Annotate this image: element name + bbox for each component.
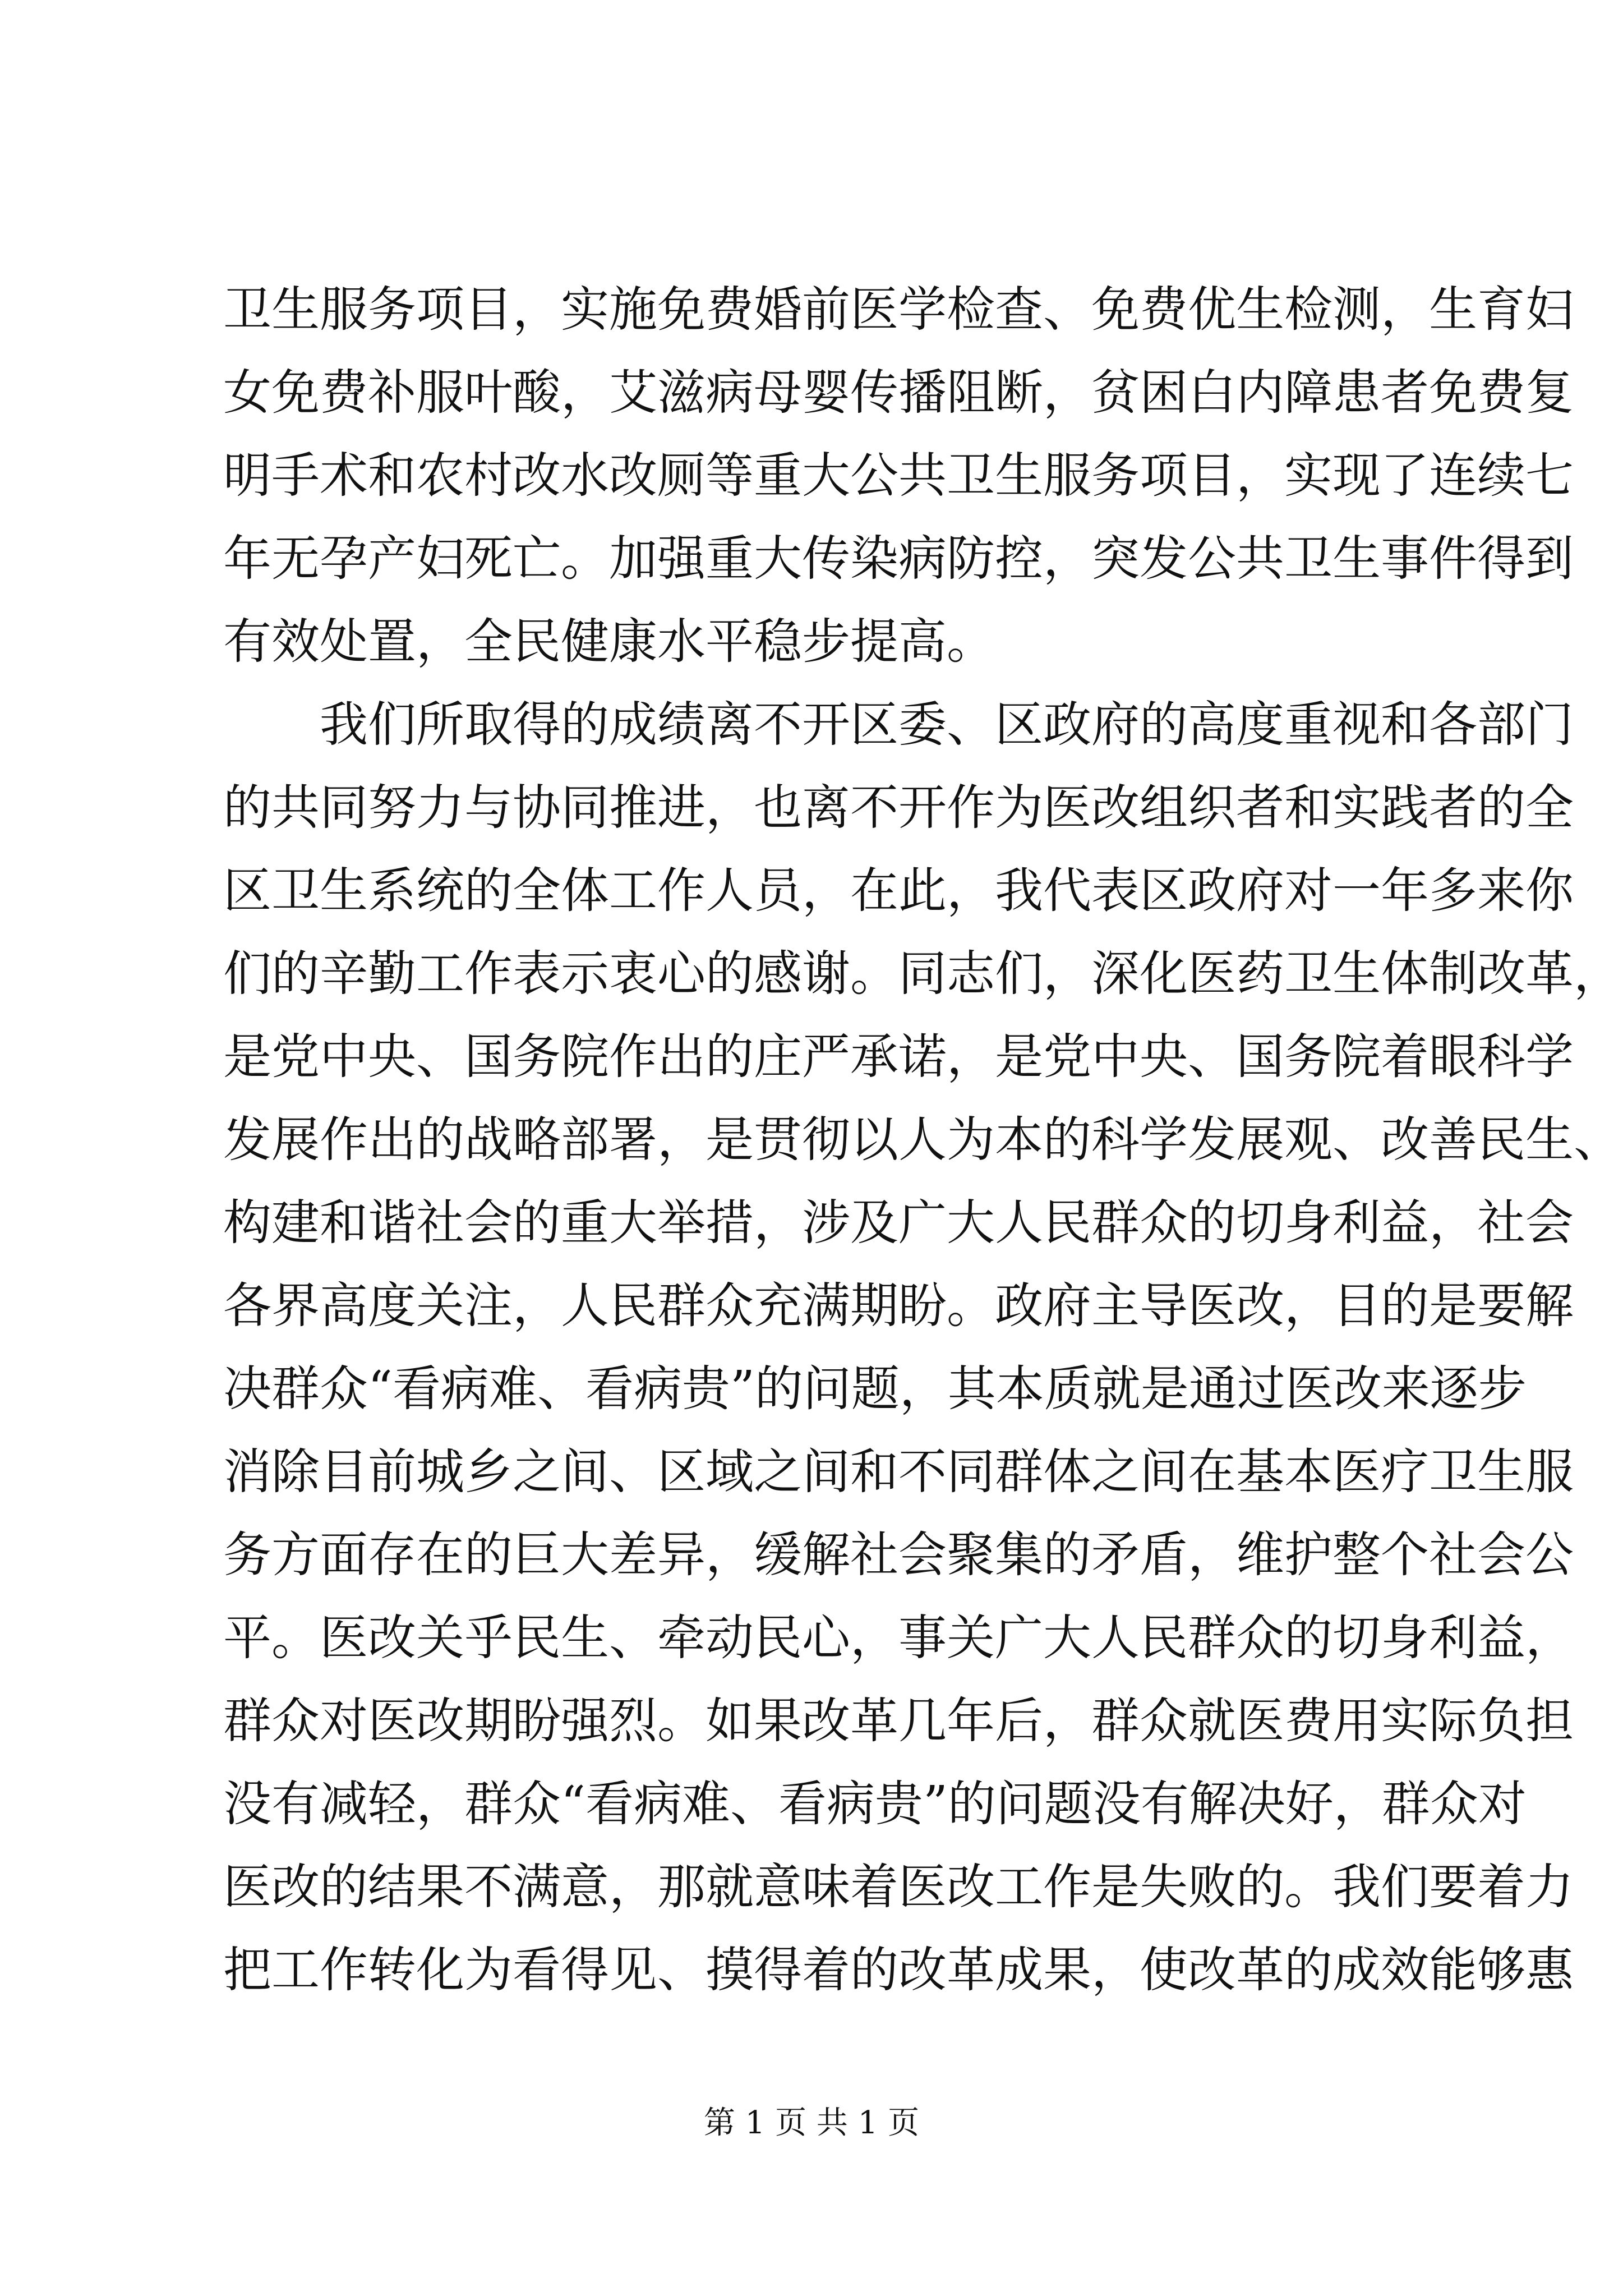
text-line: 各界高度关注，人民群众充满期盼。政府主导医改，目的是要解 [223,1278,1574,1334]
page-footer: 第 1 页 共 1 页 [703,2105,920,2141]
text-line: 们的辛勤工作表示衷心的感谢。同志们，深化医药卫生体制改革， [223,946,1622,1002]
text-line: 决群众“看病难、看病贵”的问题，其本质就是通过医改来逐步 [223,1361,1527,1417]
text-line: 有效处置，全民健康水平稳步提高。 [223,614,995,670]
text-line: 构建和谐社会的重大举措，涉及广大人民群众的切身利益，社会 [223,1195,1574,1251]
text-line: 消除目前城乡之间、区域之间和不同群体之间在基本医疗卫生服 [223,1444,1574,1500]
text-line: 区卫生系统的全体工作人员，在此，我代表区政府对一年多来你 [223,863,1574,919]
text-line: 发展作出的战略部署，是贯彻以人为本的科学发展观、改善民生、 [223,1112,1622,1168]
text-line: 年无孕产妇死亡。加强重大传染病防控，突发公共卫生事件得到 [223,531,1574,587]
text-line: 是党中央、国务院作出的庄严承诺，是党中央、国务院着眼科学 [223,1029,1574,1085]
text-line: 医改的结果不满意，那就意味着医改工作是失败的。我们要着力 [223,1859,1574,1915]
text-line: 把工作转化为看得见、摸得着的改革成果，使改革的成效能够惠 [223,1942,1574,1998]
body-text [223,268,1622,2012]
text-line: 女免费补服叶酸，艾滋病母婴传播阻断，贫困白内障患者免费复 [223,365,1574,421]
text-line: 的共同努力与协同推进，也离不开作为医改组织者和实践者的全 [223,780,1574,836]
text-line: 我们所取得的成绩离不开区委、区政府的高度重视和各部门 [223,697,1574,753]
text-line: 群众对医改期盼强烈。如果改革几年后，群众就医费用实际负担 [223,1693,1574,1749]
text-line: 平。医改关乎民生、牵动民心，事关广大人民群众的切身利益， [223,1610,1574,1666]
text-line: 没有减轻，群众“看病难、看病贵”的问题没有解决好，群众对 [223,1776,1527,1832]
text-line: 务方面存在的巨大差异，缓解社会聚集的矛盾，维护整个社会公 [223,1527,1574,1583]
text-line: 明手术和农村改水改厕等重大公共卫生服务项目，实现了连续七 [223,448,1574,504]
text-line: 卫生服务项目，实施免费婚前医学检查、免费优生检测，生育妇 [223,282,1574,338]
